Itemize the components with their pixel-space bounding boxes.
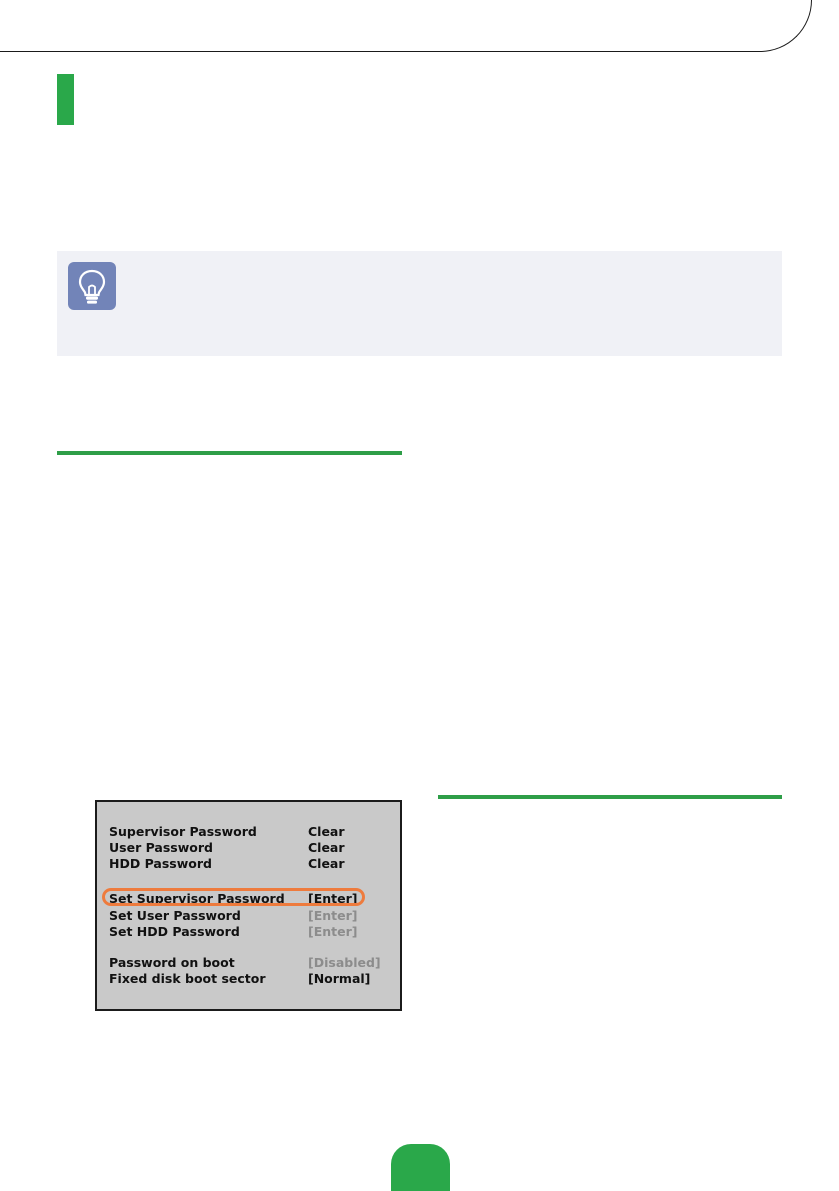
- tip-box: [57, 251, 782, 356]
- section-marker: [57, 74, 74, 125]
- bios-row-label: User Password: [109, 840, 213, 855]
- bios-row-value: Clear: [308, 840, 345, 855]
- bios-row-label: Password on boot: [109, 955, 235, 970]
- bios-row-value: Clear: [308, 824, 345, 839]
- section-rule-left: [57, 451, 402, 455]
- page-number-tab: [391, 1144, 450, 1191]
- bios-row-value: [Enter]: [308, 924, 358, 939]
- bios-security-screenshot: [95, 800, 402, 1011]
- bios-row-hdd-password: [109, 856, 394, 872]
- bios-row-set-hdd-password[interactable]: [109, 924, 394, 940]
- bios-row-value: [Enter]: [308, 891, 358, 906]
- bios-row-value: Clear: [308, 856, 345, 871]
- crop-mark: [0, 0, 812, 52]
- section-rule-right: [438, 795, 782, 799]
- bios-row-label: Supervisor Password: [109, 824, 257, 839]
- bios-row-fixed-disk-boot-sector[interactable]: [109, 971, 394, 987]
- bios-row-password-on-boot[interactable]: [109, 955, 394, 971]
- bios-row-supervisor-password: [109, 824, 394, 840]
- bios-row-label: Set Supervisor Password: [109, 891, 285, 906]
- bios-row-value: [Enter]: [308, 908, 358, 923]
- bios-row-label: HDD Password: [109, 856, 212, 871]
- lightbulb-icon: [68, 262, 116, 310]
- bios-row-label: Set User Password: [109, 908, 241, 923]
- bios-row-set-user-password[interactable]: [109, 908, 394, 924]
- bios-row-label: Fixed disk boot sector: [109, 971, 266, 986]
- bios-row-value: [Disabled]: [308, 955, 381, 970]
- highlight-ring: [102, 888, 365, 906]
- bios-row-value: [Normal]: [308, 971, 371, 986]
- bios-row-user-password: [109, 840, 394, 856]
- bios-row-label: Set HDD Password: [109, 924, 240, 939]
